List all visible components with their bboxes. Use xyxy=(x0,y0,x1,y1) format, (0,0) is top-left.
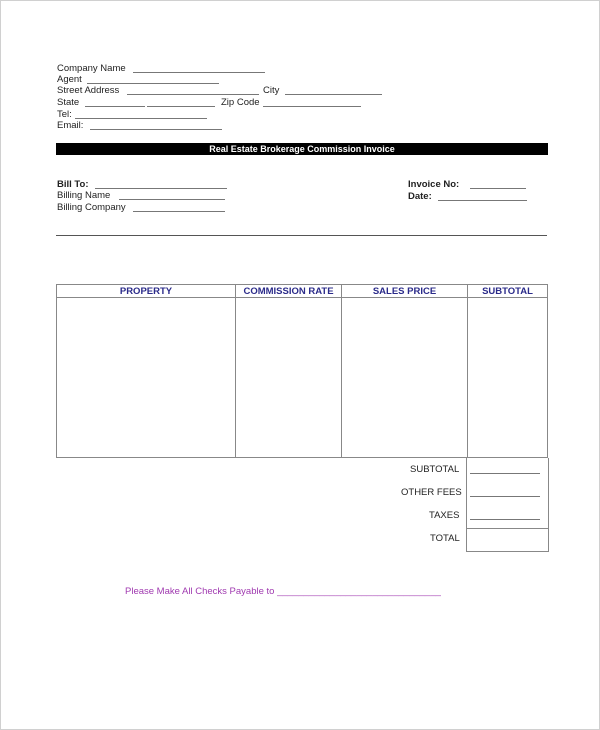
state-label: State xyxy=(57,97,80,108)
subtotal-cell[interactable] xyxy=(468,298,548,458)
property-cell[interactable] xyxy=(57,298,236,458)
billing-name-field[interactable] xyxy=(119,199,225,200)
invoice-no-field[interactable] xyxy=(470,188,526,189)
billing-name-label: Billing Name xyxy=(57,190,111,201)
commission-rate-cell[interactable] xyxy=(236,298,342,458)
city-label: City xyxy=(263,85,280,96)
bill-to-label: Bill To: xyxy=(57,179,89,190)
column-header-sales-price: SALES PRICE xyxy=(342,285,468,298)
taxes-label: TAXES xyxy=(429,510,460,521)
email-field[interactable] xyxy=(90,129,222,130)
city-field[interactable] xyxy=(285,94,382,95)
items-table xyxy=(56,284,548,458)
column-header-commission-rate: COMMISSION RATE xyxy=(236,285,342,298)
agent-field[interactable] xyxy=(87,83,219,84)
sales-price-cell[interactable] xyxy=(342,298,468,458)
invoice-no-label: Invoice No: xyxy=(408,179,460,190)
billing-company-field[interactable] xyxy=(133,211,225,212)
payable-label: Please Make All Checks Payable to xyxy=(125,586,275,597)
tel-field[interactable] xyxy=(75,118,207,119)
date-field[interactable] xyxy=(438,200,527,201)
street-address-label: Street Address xyxy=(57,85,120,96)
subtotal-field[interactable] xyxy=(470,473,540,474)
billing-company-label: Billing Company xyxy=(57,202,126,213)
section-divider xyxy=(56,235,547,236)
other-fees-field[interactable] xyxy=(470,496,540,497)
other-fees-label: OTHER FEES xyxy=(401,487,462,498)
state-field[interactable] xyxy=(85,106,145,107)
subtotal-label: SUBTOTAL xyxy=(410,464,460,475)
company-name-field[interactable] xyxy=(133,72,265,73)
total-field[interactable] xyxy=(467,529,547,550)
agent-label: Agent xyxy=(57,74,82,85)
total-label: TOTAL xyxy=(430,533,460,544)
date-label: Date: xyxy=(408,191,432,202)
column-header-subtotal: SUBTOTAL xyxy=(468,285,548,298)
bill-to-field[interactable] xyxy=(95,188,227,189)
payable-note xyxy=(125,586,441,597)
taxes-field[interactable] xyxy=(470,519,540,520)
street-address-field[interactable] xyxy=(127,94,259,95)
company-name-label: Company Name xyxy=(57,63,126,74)
email-label: Email: xyxy=(57,120,84,131)
payable-field[interactable]: _______________________________ xyxy=(277,586,441,597)
zip-code-label: Zip Code xyxy=(221,97,260,108)
tel-label: Tel: xyxy=(57,109,72,120)
invoice-title-banner: Real Estate Brokerage Commission Invoice xyxy=(56,143,548,155)
state-field-2[interactable] xyxy=(147,106,215,107)
column-header-property: PROPERTY xyxy=(57,285,236,298)
zip-code-field[interactable] xyxy=(263,106,361,107)
